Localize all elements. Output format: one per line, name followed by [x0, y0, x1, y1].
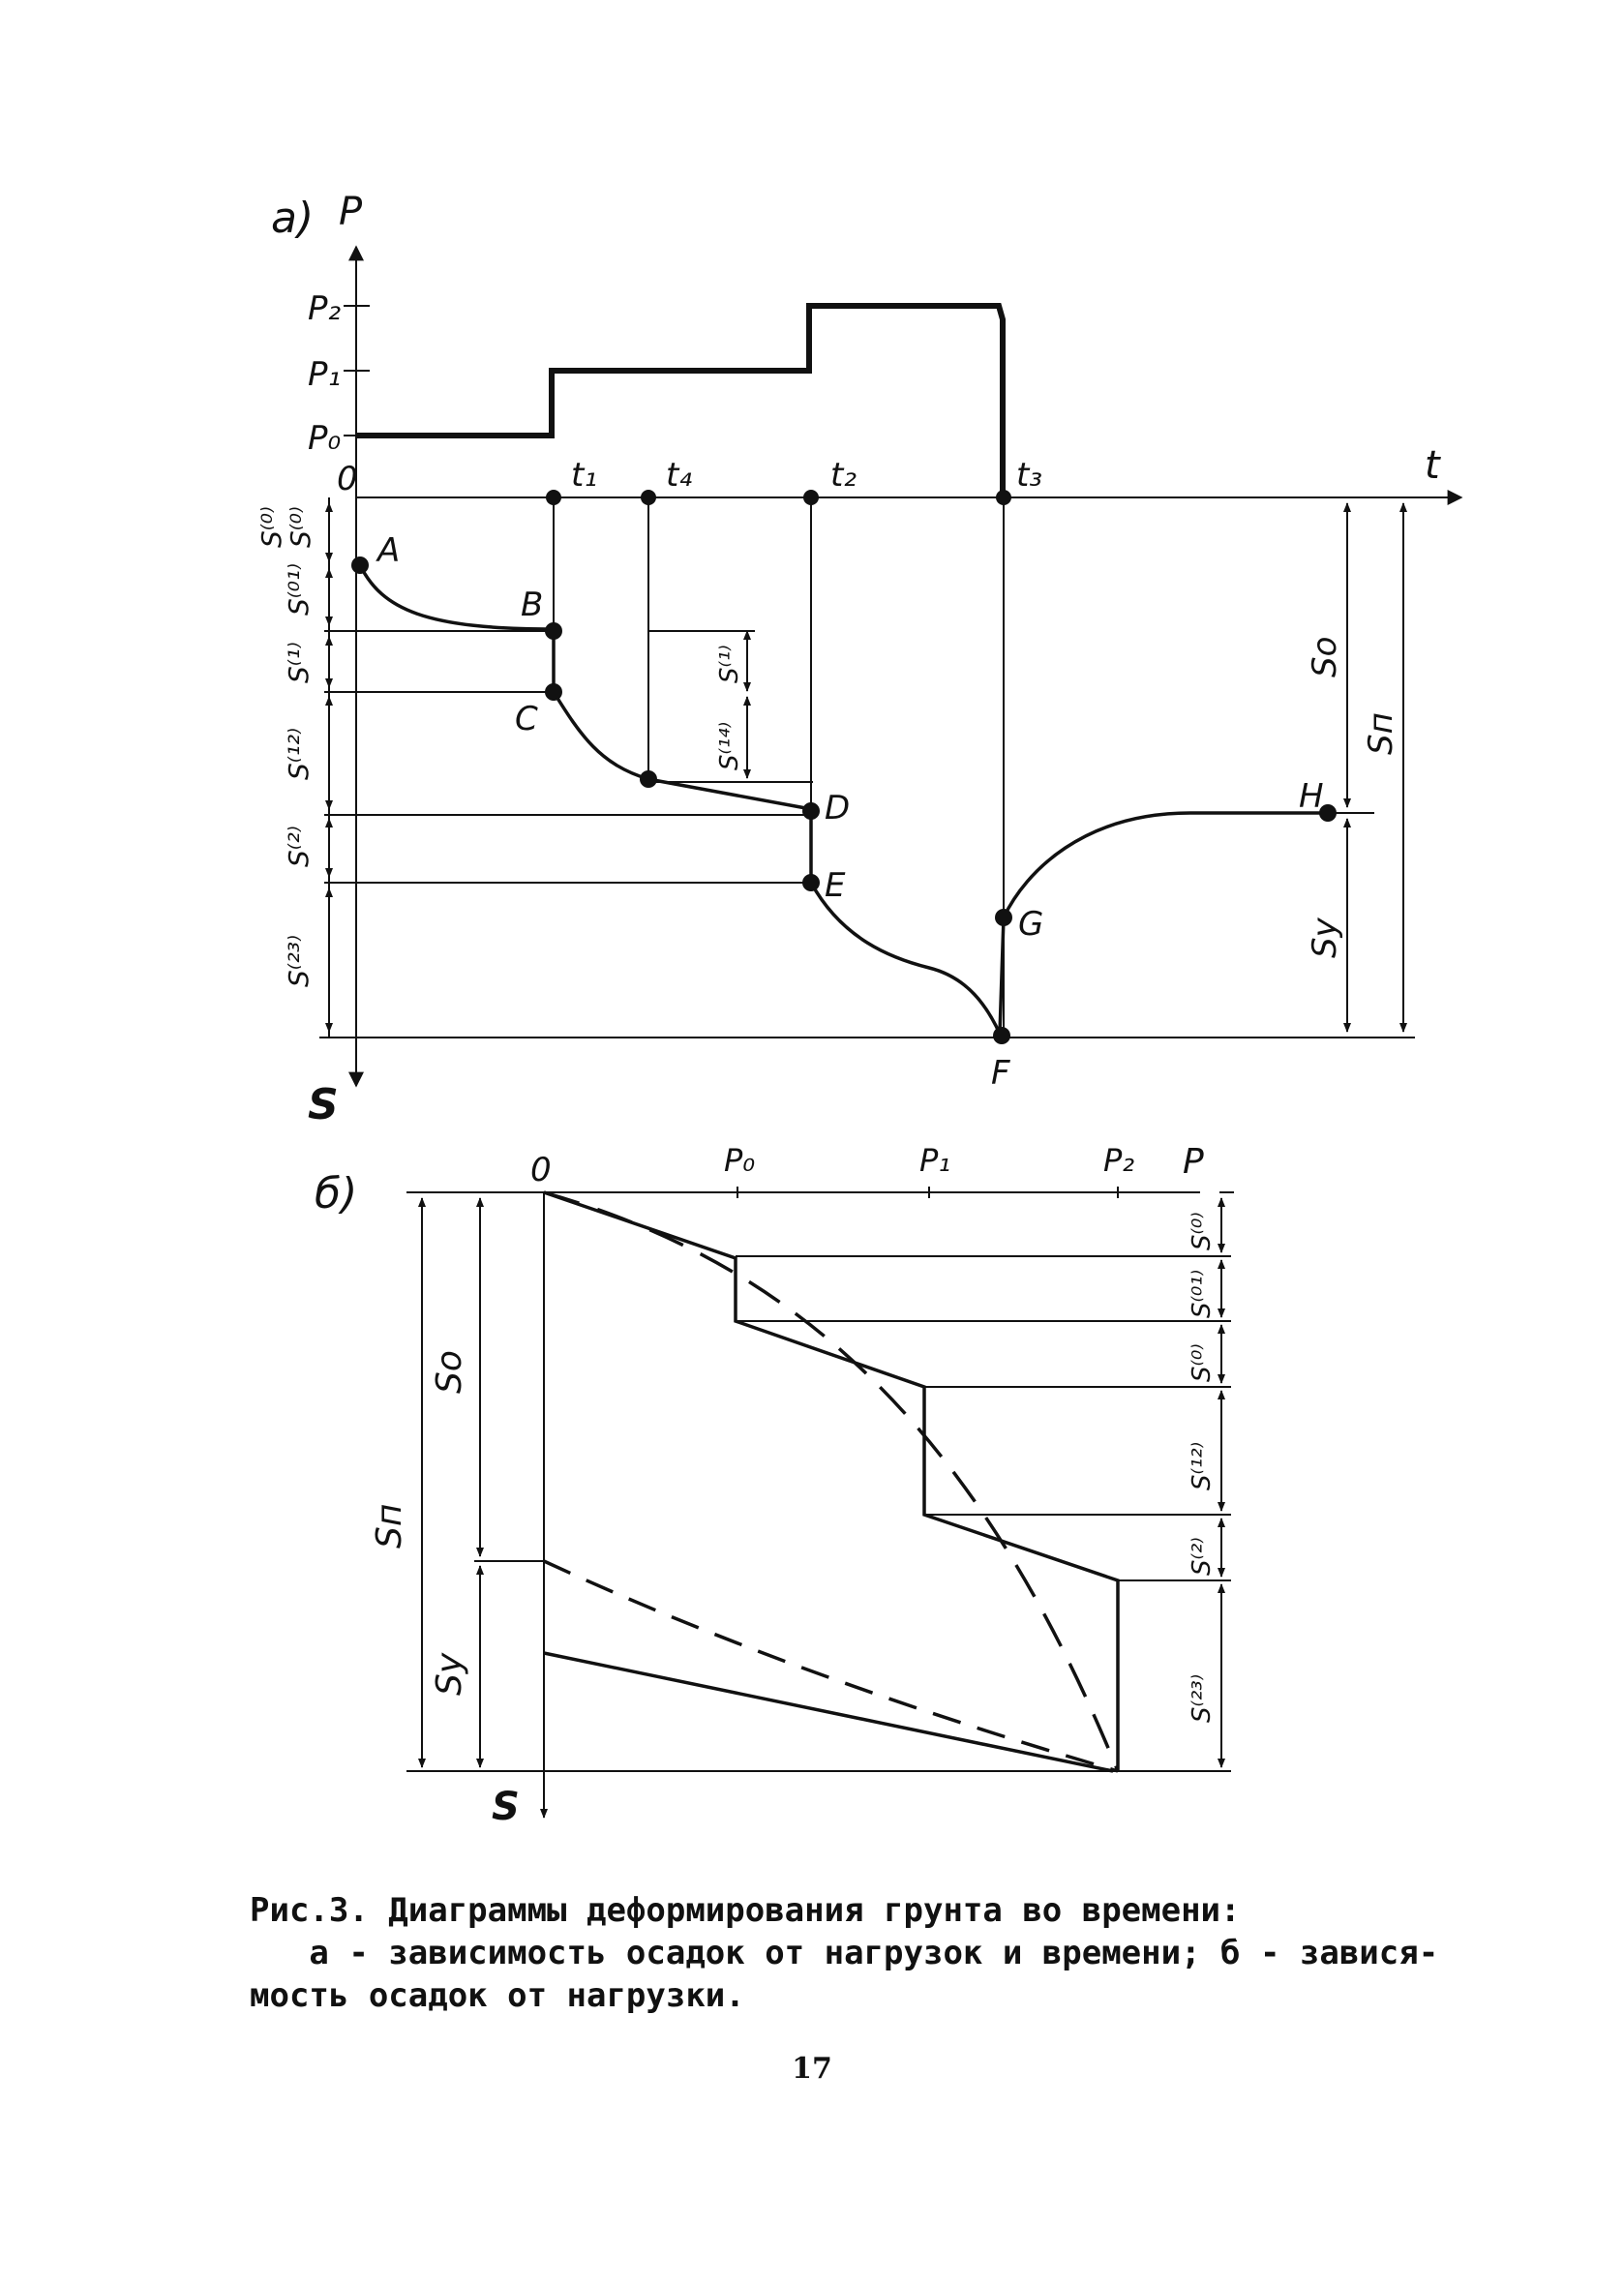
point-a-label: A — [377, 531, 401, 570]
t1-label: t₁ — [571, 456, 597, 495]
figure-caption — [250, 1889, 1450, 2017]
p2-label-b: P₂ — [1103, 1142, 1135, 1179]
inner-dim-s1: S⁽¹⁾ — [715, 645, 744, 683]
dim-sn-a: Sп — [1362, 712, 1400, 755]
diagram-a — [256, 190, 1461, 1129]
p-axis-label-b: P — [1183, 1142, 1204, 1182]
point-f-label: F — [991, 1054, 1010, 1093]
stepped-loading-curve — [544, 1192, 1118, 1771]
panel-label-b: б) — [315, 1169, 358, 1218]
page-number: 17 — [792, 2052, 832, 2086]
t3-label: t₃ — [1016, 456, 1042, 495]
origin-label-b: 0 — [530, 1151, 552, 1189]
p-ticks-a — [308, 289, 370, 458]
left-dimension-chain-b — [370, 1198, 480, 1767]
p-ticks-b — [724, 1142, 1134, 1198]
t-axis-label: t — [1425, 443, 1440, 488]
dim-s2-a: S⁽²⁾ — [283, 826, 315, 867]
inner-dimension-chain-a — [715, 631, 747, 778]
point-g-label: G — [1018, 905, 1044, 944]
right-dimension-chain-a — [1306, 503, 1403, 1032]
dim-sy-a: Sу — [1306, 917, 1344, 958]
p2-label-a: P₂ — [308, 289, 342, 328]
inner-dim-s14: S⁽¹⁴⁾ — [715, 721, 744, 770]
caption-line-2: а - зависимость осадок от нагрузок и времени; б - завися- — [250, 1934, 1439, 1972]
dim-s0b-b: S⁽⁰⁾ — [1188, 1343, 1217, 1382]
dim-sy-b: Sу — [430, 1652, 469, 1696]
dim-s1-a: S⁽¹⁾ — [283, 642, 315, 683]
p0-label-a: P₀ — [308, 419, 342, 458]
p1-label-a: P₁ — [308, 355, 342, 394]
dim-s23-a: S⁽²³⁾ — [283, 935, 315, 987]
dim-s01-b: S⁽⁰¹⁾ — [1188, 1269, 1217, 1318]
s-axis-label-b: S — [492, 1785, 520, 1829]
diagram-b — [315, 1142, 1234, 1829]
dim-sn-b: Sп — [370, 1503, 409, 1549]
dim-s0-a: S⁽⁰⁾ — [285, 506, 316, 548]
t4-label: t₄ — [666, 456, 692, 495]
left-dimension-chain-a — [256, 497, 329, 1038]
dim-so-a: Sо — [1306, 636, 1344, 677]
origin-label-a: 0 — [337, 460, 358, 498]
t2-label: t₂ — [830, 456, 857, 495]
dashed-loading-curve — [544, 1192, 1118, 1771]
caption-line-1: Рис.3. Диаграммы деформирования грунта во времени: — [250, 1891, 1241, 1930]
dim-s0-extra-a: S⁽⁰⁾ — [256, 506, 287, 548]
dim-s12-b: S⁽¹²⁾ — [1188, 1441, 1217, 1490]
point-h-label: H — [1299, 777, 1324, 816]
point-d-label: D — [825, 789, 851, 827]
unloading-line — [544, 1653, 1113, 1771]
point-b-label: B — [521, 586, 544, 624]
s-axis-label-a: S — [308, 1080, 339, 1129]
t-ticks — [571, 456, 1042, 495]
dim-s12-a: S⁽¹²⁾ — [283, 728, 315, 780]
reference-lines-b — [406, 1192, 1234, 1771]
dim-so-b: Sо — [430, 1350, 469, 1394]
dim-s01-a: S⁽⁰¹⁾ — [283, 563, 315, 616]
p-axis-label-a: P — [339, 190, 363, 234]
dim-s2-b: S⁽²⁾ — [1188, 1537, 1217, 1576]
dim-s0-b: S⁽⁰⁾ — [1188, 1212, 1217, 1250]
caption-line-3: мость осадок от нагрузки. — [250, 1976, 745, 2015]
p0-label-b: P₀ — [724, 1142, 756, 1179]
point-e-label: E — [825, 866, 846, 905]
p1-label-b: P₁ — [919, 1142, 951, 1179]
reference-lines-a — [319, 497, 1415, 1038]
point-c-label: C — [515, 700, 538, 738]
panel-label-a: а) — [271, 194, 315, 243]
right-dimension-chain-b — [1188, 1198, 1221, 1767]
dim-s23-b: S⁽²³⁾ — [1188, 1673, 1217, 1723]
